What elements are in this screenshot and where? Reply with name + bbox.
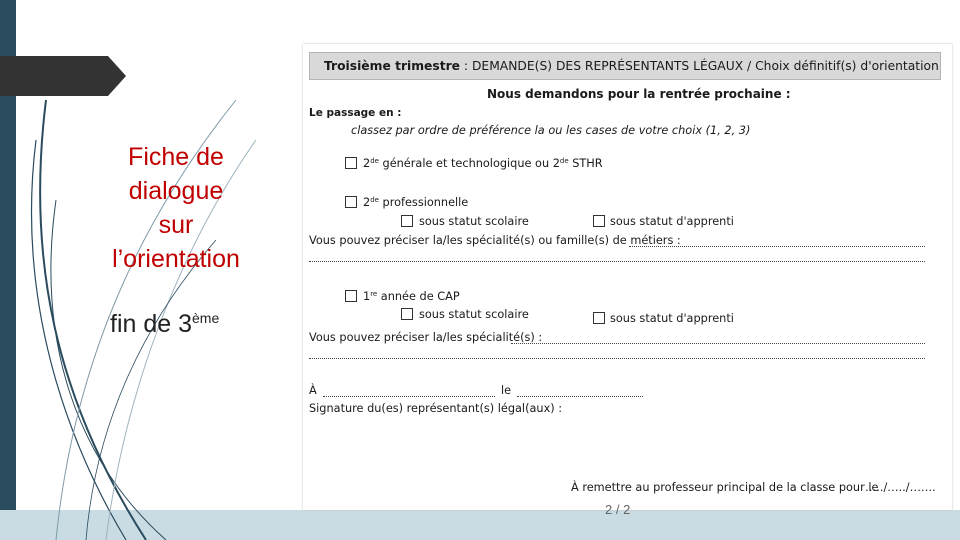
- title-line: sur: [158, 211, 194, 239]
- option-general-sup: de: [370, 157, 379, 165]
- request-title: Nous demandons pour la rentrée prochaine :: [487, 87, 791, 101]
- decorative-swirl-lines: [16, 60, 266, 540]
- place-label: À: [309, 384, 317, 397]
- option-general-text: générale et technologique ou 2: [378, 157, 560, 170]
- option-general-checkbox[interactable]: [345, 157, 357, 169]
- option-pro-sup: de: [370, 196, 379, 204]
- option-cap-sup: re: [370, 290, 378, 298]
- slide-title: [88, 140, 264, 276]
- option-general-num: 2: [363, 157, 371, 170]
- option-pro-num: 2: [363, 196, 371, 209]
- date-label: le: [501, 384, 512, 397]
- return-date-blank[interactable]: …../…../…….: [865, 481, 936, 494]
- page-number: 2 / 2: [605, 502, 631, 517]
- title-line: Fiche de: [128, 143, 224, 171]
- option-cap-text: année de CAP: [377, 290, 460, 303]
- specialty-question: Vous pouvez préciser la/les spécialité(s) ou famille(s) de métiers :: [309, 234, 681, 247]
- cap-school-status-label: sous statut scolaire: [419, 308, 529, 321]
- title-line: l’orientation: [112, 245, 240, 273]
- slide-subtitle: [110, 310, 219, 339]
- option-pro-checkbox[interactable]: [345, 196, 357, 208]
- place-field[interactable]: [323, 396, 495, 397]
- date-field[interactable]: [517, 396, 643, 397]
- header-bold: Troisième trimestre: [324, 59, 460, 73]
- option-general-text2: STHR: [568, 157, 603, 170]
- instruction-text: classez par ordre de préférence la ou les cases de votre choix (1, 2, 3): [351, 124, 751, 137]
- option-pro-label: [363, 196, 468, 209]
- title-line: dialogue: [128, 177, 224, 205]
- option-general-label: [363, 157, 603, 170]
- pro-apprentice-status-label: sous statut d'apprenti: [610, 215, 734, 228]
- pro-school-status-label: sous statut scolaire: [419, 215, 529, 228]
- cap-school-status-checkbox[interactable]: [401, 308, 413, 320]
- passage-label: Le passage en :: [309, 107, 402, 119]
- specialty-answer-line[interactable]: [629, 246, 925, 247]
- specialty-question-2: Vous pouvez préciser la/les spécialité(s) :: [309, 331, 543, 344]
- subtitle-superscript: ème: [192, 310, 220, 326]
- specialty-answer-line[interactable]: [511, 343, 925, 344]
- header-text: : DEMANDE(S) DES REPRÉSENTANTS LÉGAUX / Choix définitif(s) d'orientation: [460, 59, 939, 73]
- option-cap-label: [363, 290, 460, 303]
- option-cap-num: 1: [363, 290, 371, 303]
- form-sheet: [303, 44, 952, 510]
- cap-apprentice-status-label: sous statut d'apprenti: [610, 312, 734, 325]
- option-pro-text: professionnelle: [378, 196, 469, 209]
- pro-apprentice-status-checkbox[interactable]: [593, 215, 605, 227]
- specialty-answer-line[interactable]: [309, 261, 925, 262]
- specialty-answer-line[interactable]: [309, 358, 925, 359]
- option-cap-checkbox[interactable]: [345, 290, 357, 302]
- signature-label: Signature du(es) représentant(s) légal(aux) :: [309, 402, 563, 415]
- form-header: [309, 52, 941, 80]
- subtitle-text: fin de 3: [110, 310, 193, 338]
- option-general-sup2: de: [559, 157, 569, 165]
- cap-apprentice-status-checkbox[interactable]: [593, 312, 605, 324]
- pro-school-status-checkbox[interactable]: [401, 215, 413, 227]
- return-instruction: À remettre au professeur principal de la classe pour le: [571, 481, 879, 494]
